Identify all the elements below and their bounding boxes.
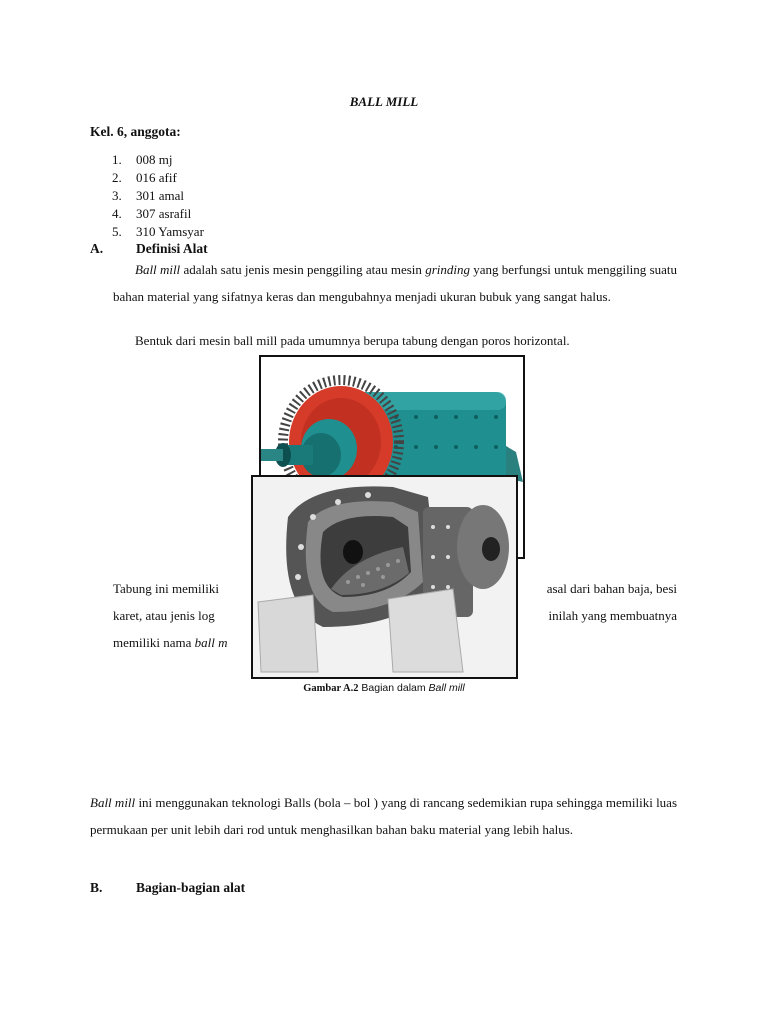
list-number: 3.: [112, 188, 122, 203]
member-name: 301 amal: [136, 188, 185, 203]
ball-mill-interior-image: [251, 475, 518, 679]
paragraph-text: ini menggunakan teknologi Balls (bola – bol ) yang di rancang sedemikian rupa sehingga memiliki luas permukaan per unit lebih dari rod untuk menghasilkan bahan baku material yang lebih halus.: [90, 795, 678, 837]
list-item: [112, 187, 204, 205]
term-grinding: grinding: [425, 262, 470, 277]
list-item: [112, 223, 204, 241]
paragraph-shape: Bentuk dari mesin ball mill pada umumnya berupa tabung dengan poros horizontal.: [135, 333, 570, 348]
list-item: [112, 169, 204, 187]
paragraph-text: Tabung ini memiliki: [113, 581, 219, 596]
group-label: Kel. 6, anggota:: [90, 124, 181, 139]
figure-caption: [0, 682, 768, 694]
section-letter: A.: [90, 241, 104, 256]
list-item: [112, 151, 204, 169]
paragraph-text: memiliki nama: [113, 635, 192, 650]
section-title: Definisi Alat: [136, 241, 208, 256]
caption-text: Bagian dalam: [358, 682, 429, 694]
member-name: 008 mj: [136, 152, 173, 167]
caption-label: Gambar A.2: [303, 683, 359, 694]
list-number: 4.: [112, 206, 122, 221]
caption-term: Ball mill: [428, 682, 465, 694]
section-a-heading: [90, 241, 208, 257]
paragraph-text: adalah satu jenis mesin penggiling atau mesin: [180, 262, 426, 277]
paragraph-text: yang berfungsi untuk menggiling suatu bahan material yang sifatnya keras dan mengubahnya menjadi ukuran bubuk yang sangat halus.: [113, 262, 678, 304]
member-name: 307 asrafil: [136, 206, 192, 221]
member-name: 016 afif: [136, 170, 177, 185]
list-number: 2.: [112, 170, 122, 185]
member-name: 310 Yamsyar: [136, 224, 204, 239]
section-b-heading: [90, 880, 245, 896]
document-title: BALL MILL: [349, 94, 419, 109]
paragraph-text: inilah yang membuatnya: [548, 608, 677, 623]
paragraph-balls: [90, 789, 677, 843]
section-letter: B.: [90, 880, 103, 895]
list-number: 1.: [112, 152, 122, 167]
paragraph-definition: [113, 256, 677, 310]
list-item: [112, 205, 204, 223]
term-ball-mill: ball m: [194, 635, 228, 650]
member-list: [112, 151, 204, 241]
ball-mill-interior-illustration: [253, 477, 516, 677]
term-ball-mill: Ball mill: [135, 262, 181, 277]
list-number: 5.: [112, 224, 122, 239]
term-ball-mill: Ball mill: [90, 795, 136, 810]
paragraph-text: karet, atau jenis log: [113, 608, 215, 623]
section-title: Bagian-bagian alat: [136, 880, 246, 895]
paragraph-text: asal dari bahan baja, besi: [546, 581, 677, 596]
